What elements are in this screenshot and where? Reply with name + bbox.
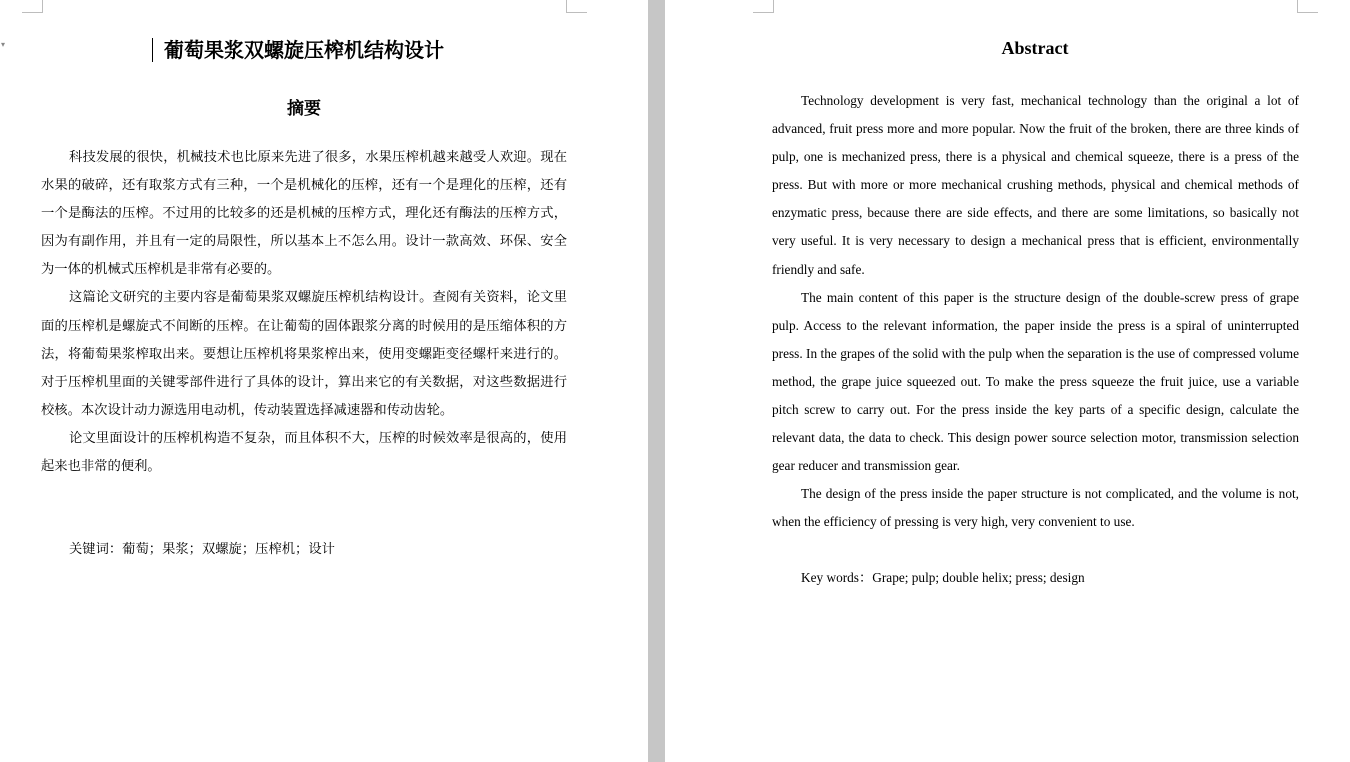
page-corner-mark: [566, 0, 587, 13]
abstract-body-chinese: [41, 144, 567, 481]
abstract-paragraph: 这篇论文研究的主要内容是葡萄果浆双螺旋压榨机结构设计。查阅有关资料，论文里面的压榨机是螺旋式不间断的压榨。在让葡萄的固体跟浆分离的时候用的是压缩体积的方法，将葡萄果浆榨取出来。要想让压榨机将果浆榨出来，使用变螺距变径螺杆来进行的。对于压榨机里面的关键零部件进行了具体的设计，算出来它的有关数据，对这些数据进行校核。本次设计动力源选用电动机，传动装置选择减速器和传动齿轮。: [41, 290, 567, 418]
document-title: 葡萄果浆双螺旋压榨机结构设计: [164, 38, 444, 62]
page-corner-mark: [22, 0, 43, 13]
page-gutter: [648, 0, 665, 762]
page-corner-mark: [1297, 0, 1318, 13]
collapse-arrow-icon: ▾: [1, 40, 6, 49]
abstract-paragraph: 论文里面设计的压榨机构造不复杂，而且体积不大，压榨的时候效率是很高的，使用起来也非常的便利。: [41, 430, 567, 475]
abstract-heading-english: Abstract: [1001, 38, 1069, 58]
text-cursor: [152, 38, 153, 62]
document-page-english[interactable]: [665, 0, 1350, 762]
abstract-paragraph: 科技发展的很快，机械技术也比原来先进了很多，水果压榨机越来越受人欢迎。现在水果的破碎，还有取浆方式有三种，一个是机械化的压榨，还有一个是理化的压榨，还有一个是酶法的压榨。不过用的比较多的还是机械的压榨方式，理化还有酶法的压榨方式，因为有副作用，并且有一定的局限性，所以基本上不怎么用。设计一款高效、环保、安全为一体的机械式压榨机是非常有必要的。: [41, 150, 567, 278]
abstract-paragraph: Technology development is very fast, mechanical technology than the original a lot of advanced, fruit press more and more popular. Now the fruit of the broken, there are three kinds of pulp, one is mechanized press, there is a physical and chemical squeeze, there is a press of the press. But with more or more mechanical crushing methods, physical and chemical methods of enzymatic press, because there are side effects, and there are some limitations, so basically not very useful. It is very necessary to design a mechanical press that is efficient, environmentally friendly and safe.: [772, 93, 1299, 277]
abstract-heading-chinese: 摘要: [287, 99, 321, 119]
abstract-body-english: [772, 87, 1299, 537]
document-page-chinese[interactable]: [0, 0, 648, 762]
abstract-paragraph: The design of the press inside the paper structure is not complicated, and the volume is not, when the efficiency of pressing is very high, very convenient to use.: [772, 486, 1299, 530]
abstract-paragraph: The main content of this paper is the structure design of the double-screw press of grape pulp. Access to the relevant information, the paper inside the press is a spiral of uninterrupted press. In the grapes of the solid with the pulp when the separation is the use of compressed volume method, the grape juice squeezed out. To make the press squeeze the fruit juice, use a variable pitch screw to carry out. For the press inside the key parts of a specific design, calculate the relevant data, the data to check. This design power source selection motor, transmission selection gear reducer and transmission gear.: [772, 289, 1299, 474]
page-corner-mark: [753, 0, 774, 13]
keywords-english: Key words：Grape; pulp; double helix; press; design: [801, 570, 1085, 585]
keywords-chinese: 关键词：葡萄；果浆；双螺旋；压榨机；设计: [69, 542, 335, 557]
